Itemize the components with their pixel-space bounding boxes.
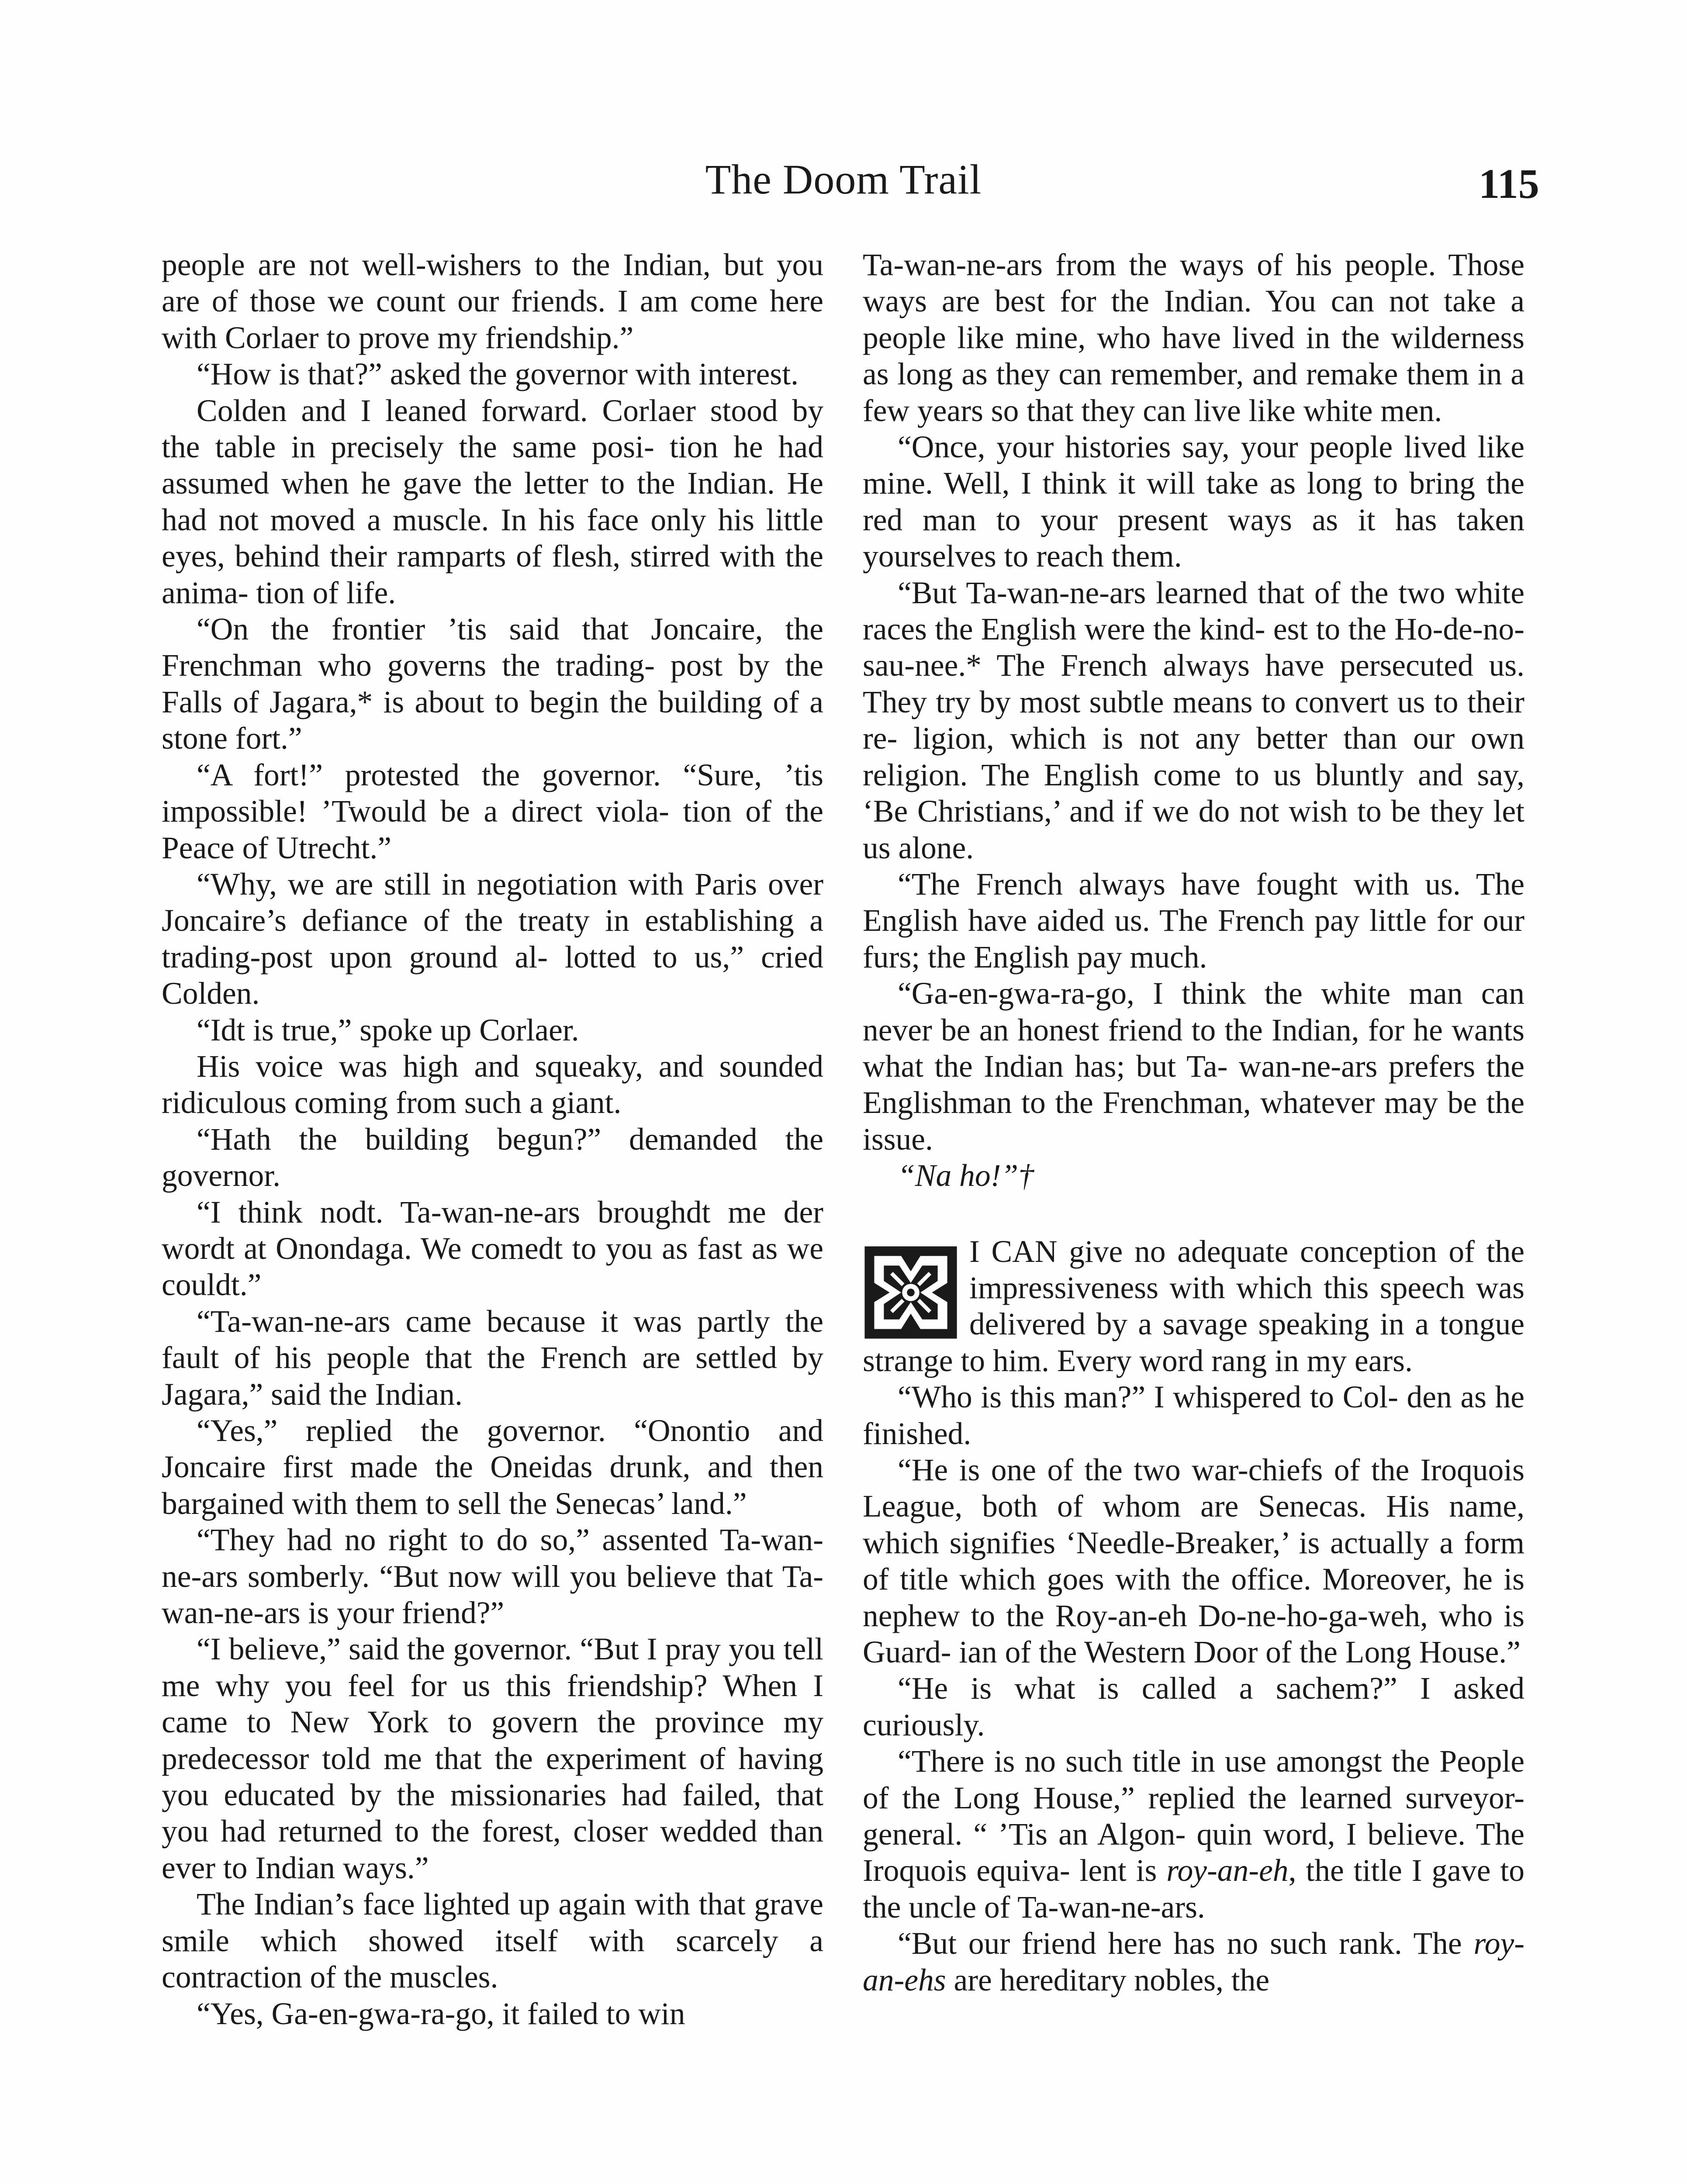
closing-quote: “Na ho!”† (898, 1158, 1034, 1193)
paragraph: people are not well-wishers to the Indian, but you are of those we count our friends. I am come here with Corlaer to prove my friendship.” (162, 248, 823, 355)
celtic-knot-ornament-icon (863, 1244, 959, 1341)
paragraph: “How is that?” asked the governor with interest. (197, 357, 799, 392)
paragraph: “Once, your histories say, your people lived like mine. Well, I think it will take as long to bring the red man to your present ways as it has taken yourselves to reach them. (863, 430, 1525, 574)
section-break (863, 1234, 1525, 1379)
dropcap-paragraph: I CAN give no adequate conception of the impressiveness with which this speech was delivered by a savage speaking in a tongue strange to him. Every word rang in my ears. (863, 1234, 1525, 1378)
paragraph: “A fort!” protested the governor. “Sure, ’tis impossible! ’Twould be a direct viola- tion of the Peace of Utrecht.” (162, 757, 823, 865)
paragraph: “Why, we are still in negotiation with Paris over Joncaire’s defiance of the treaty in establishing a trading-post upon ground al- lotted to us,” cried Colden. (162, 867, 823, 1011)
paragraph: “I think nodt. Ta-wan-ne-ars broughdt me der wordt at Onondaga. We comedt to you as fast as we couldt.” (162, 1195, 823, 1303)
paragraph: “He is what is called a sachem?” I asked curiously. (863, 1671, 1525, 1742)
paragraph: Ta-wan-ne-ars from the ways of his people. Those ways are best for the Indian. You can not take a people like mine, who have lived in the wilderness as long as they can remember, and remake them in a few years so that they can live like white men. (863, 248, 1525, 428)
paragraph: “I believe,” said the governor. “But I pray you tell me why you feel for us this friendship? When I came to New York to govern the province my predecessor told me that the experiment of having you educated by the missionaries had failed, that you had returned to the forest, closer wedded than ever to Indian ways.” (162, 1632, 823, 1885)
paragraph: “Yes,” replied the governor. “Onontio and Joncaire first made the Oneidas drunk, and then bargained with them to sell the Senecas’ land.” (162, 1413, 823, 1521)
paragraph: “On the frontier ’tis said that Joncaire, the Frenchman who governs the trading- post by the Falls of Jagara,* is about to begin the building of a stone fort.” (162, 612, 823, 756)
paragraph: Colden and I leaned forward. Corlaer stood by the table in precisely the same posi- tion he had assumed when he gave the letter to the Indian. He had not moved a muscle. In his face only his little eyes, behind their ramparts of flesh, stirred with the anima- tion of life. (162, 393, 823, 610)
running-title: The Doom Trail (705, 156, 982, 203)
paragraph: “Yes, Ga-en-gwa-ra-go, it failed to win (197, 1996, 685, 2031)
paragraph: The Indian’s face lighted up again with that grave smile which showed itself with scarcely a contraction of the muscles. (162, 1887, 823, 1995)
paragraph: “But our friend here has no such rank. The roy-an-ehs are hereditary nobles, the (863, 1926, 1525, 1997)
page-number: 115 (1479, 160, 1539, 207)
right-column (863, 247, 1525, 1998)
paragraph: His voice was high and squeaky, and sounded ridiculous coming from such a giant. (162, 1049, 823, 1120)
paragraph: “Idt is true,” spoke up Corlaer. (197, 1013, 579, 1047)
paragraph: “But Ta-wan-ne-ars learned that of the two white races the English were the kind- est to the Ho-de-no-sau-nee.* The French always have persecuted us. They try by most subtle means to convert us to their re- ligion, which is not any better than our own religion. The English come to us bluntly and say, ‘Be Christians,’ and if we do not wish to be they let us alone. (863, 575, 1525, 865)
paragraph: “They had no right to do so,” assented Ta-wan-ne-ars somberly. “But now will you believe that Ta-wan-ne-ars is your friend?” (162, 1523, 823, 1631)
paragraph: “Hath the building begun?” demanded the governor. (162, 1122, 823, 1193)
paragraph: “The French always have fought with us. The English have aided us. The French pay little for our furs; the English pay much. (863, 867, 1525, 975)
left-column (162, 247, 823, 2032)
paragraph: “Ga-en-gwa-ra-go, I think the white man can never be an honest friend to the Indian, for he wants what the Indian has; but Ta- wan-ne-ars prefers the Englishman to the Frenchman, whatever may be the issue. (863, 976, 1525, 1157)
paragraph: “He is one of the two war-chiefs of the Iroquois League, both of whom are Senecas. His name, which signifies ‘Needle-Breaker,’ is actually a form of title which goes with the office. Moreover, he is nephew to the Roy-an-eh Do-ne-ho-ga-weh, who is Guard- ian of the Western Door of the Long House.” (863, 1453, 1525, 1670)
paragraph: “Who is this man?” I whispered to Col- den as he finished. (863, 1380, 1525, 1451)
paragraph: “Ta-wan-ne-ars came because it was partly the fault of his people that the French are settled by Jagara,” said the Indian. (162, 1304, 823, 1412)
paragraph: “There is no such title in use amongst the People of the Long House,” replied the learned surveyor-general. “ ’Tis an Algon- quin word, I believe. The Iroquois equiva- lent is roy-an-eh, the title I gave to the uncle of Ta-wan-ne-ars. (863, 1744, 1525, 1925)
